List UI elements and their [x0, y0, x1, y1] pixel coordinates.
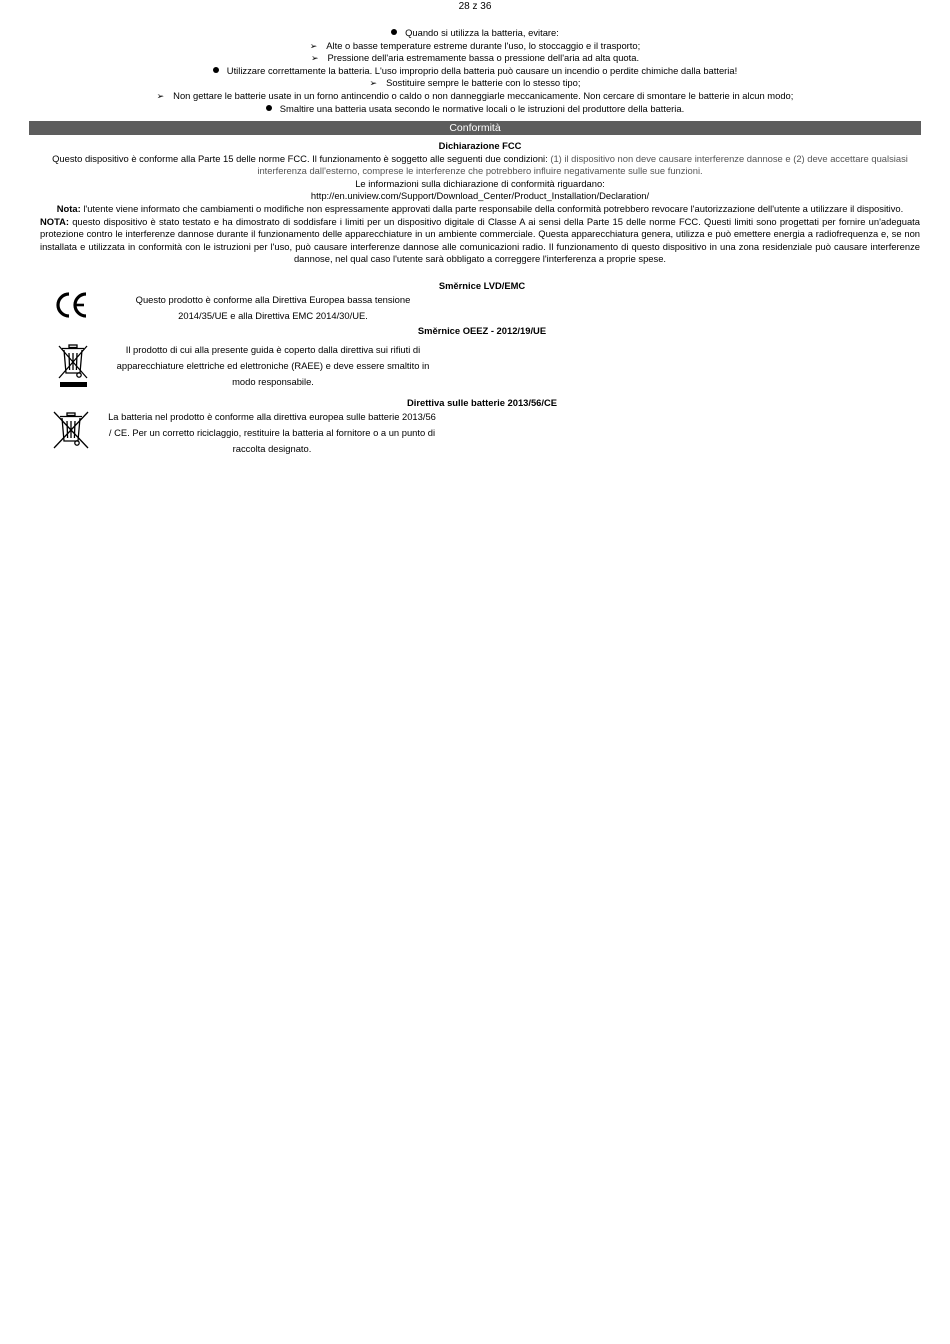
weee-title: Směrnice OEEZ - 2012/19/UE [417, 325, 547, 336]
bullet-dot-icon [266, 105, 272, 111]
fcc-note-2: NOTA: questo dispositivo è stato testato e ha dimostrato di soddisfare i limiti per un dispositivo digitale di Classe A ai sensi della Parte 15 delle norme FCC. Questi limiti sono progettati per fornire un'adeguata protezione contro le interferenze dannose durante il funzionamento delle apparecchiature in un ambiente commerciale. Questa apparecchiatura genera, utilizza e può emettere energia a radiofrequenza e, se non installata e utilizzata in conformità con le istruzioni per l'uso, può causare interferenze dannose alle comunicazioni radio. Il funzionamento di questo dispositivo in una zona residenziale può causare interferenze dannose, nel qual caso l'utente sarà obbligato a correggere l'interferenza a proprie spese. [40, 215, 920, 265]
declaration-url: http://en.uniview.com/Support/Download_Center/Product_Installation/Declaration/ [310, 190, 650, 202]
list-item: ➢ Pressione dell'aria estremamente bassa o pressione dell'aria ad alta quota. [310, 52, 640, 64]
list-item: Utilizzare correttamente la batteria. L'uso improprio della batteria può causare un incendio o perdite chimiche dalla batteria! [0, 65, 950, 78]
bullet-dot-icon [213, 67, 219, 73]
lvd-emc-text: Questo prodotto è conforme alla Direttiva Europea bassa tensione 2014/35/UE e alla Direttiva EMC 2014/30/UE. [135, 294, 411, 321]
list-item: ➢ Sostituire sempre le batterie con lo stesso tipo; [369, 77, 581, 89]
list-item: ➢ Non gettare le batterie usate in un forno antincendio o caldo o non danneggiarle meccanicamente. Non cercare di smontare le batterie in alcun modo; [156, 89, 794, 101]
list-item: ➢ Alte o basse temperature estreme durante l'uso, lo stoccaggio e il trasporto; [309, 39, 641, 51]
ce-mark-icon [54, 290, 88, 320]
arrow-bullet-icon: ➢ [369, 78, 378, 89]
battery-warning-list [0, 27, 950, 115]
arrow-bullet-icon: ➢ [309, 40, 318, 51]
battery-directive-title: Direttiva sulle batterie 2013/56/CE [406, 397, 558, 408]
list-item: Smaltire una batteria usata secondo le normative locali o le istruzioni del produttore della batteria. [0, 103, 950, 116]
list-item: Quando si utilizza la batteria, evitare: [0, 27, 950, 40]
fcc-title: Dichiarazione FCC [438, 140, 522, 151]
page-number: 28 z 36 [458, 1, 492, 12]
weee-text: Il prodotto di cui alla presente guida è coperto dalla direttiva sui rifiuti di apparecchiature elettriche ed elettroniche (RAEE) e deve essere smaltito in modo responsabile. [116, 344, 430, 387]
arrow-bullet-icon: ➢ [156, 90, 165, 101]
fcc-intro: Questo dispositivo è conforme alla Parte 15 delle norme FCC. Il funzionamento è soggetto alle seguenti due condizioni: (1) il dispositivo non deve causare interferenze dannose e (2) deve accettare qualsiasi interferenza dall'esterno, comprese le interferenze che potrebbero influire negativamente sulle sue funzioni. [52, 152, 908, 177]
bullet-dot-icon [391, 29, 397, 35]
fcc-statement [40, 140, 920, 266]
fcc-note-1: Nota: l'utente viene informato che cambiamenti o modifiche non espressamente approvati dalla parte responsabile della conformità potrebbero revocare l'autorizzazione dell'utente a utilizzare il dispositivo. [56, 202, 904, 214]
battery-directive-text: La batteria nel prodotto è conforme alla direttiva europea sulle batterie 2013/56 / CE. Per un corretto riciclaggio, restituire la batteria al fornitore o a un punto di raccolta designato. [108, 411, 436, 454]
section-title-conformita: Conformità [29, 121, 921, 135]
fcc-info: Le informazioni sulla dichiarazione di conformità riguardano: [355, 177, 605, 189]
arrow-bullet-icon: ➢ [310, 53, 319, 64]
lvd-emc-title: Směrnice LVD/EMC [438, 280, 526, 291]
crossed-bin-icon [56, 342, 90, 390]
crossed-bin-icon [52, 410, 90, 450]
